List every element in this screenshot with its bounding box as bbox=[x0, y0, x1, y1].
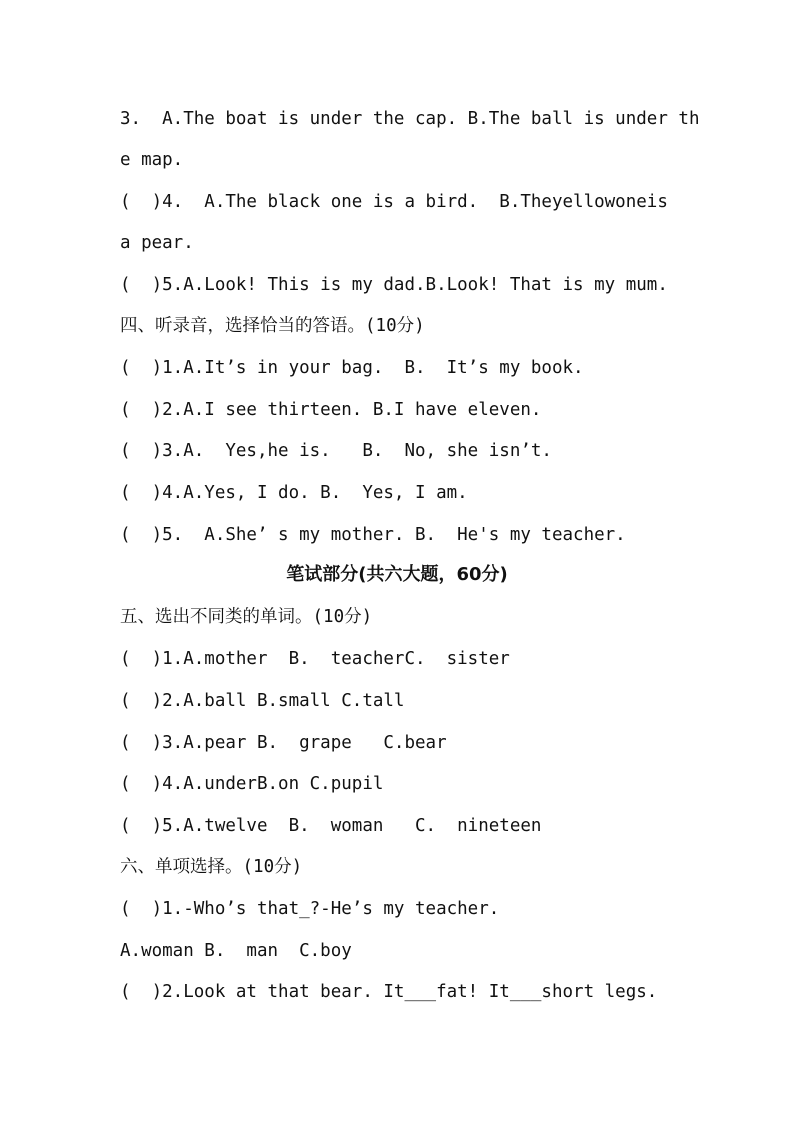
section-6-question-2: ( )2.Look at that bear. It___fat! It___short legs. bbox=[120, 982, 658, 1002]
section-5-item: ( )5.A.twelve B. woman C. nineteen bbox=[120, 816, 542, 836]
question-4-line-1: ( )4. A.The black one is a bird. B.Theyellowoneis bbox=[120, 192, 668, 212]
question-4-line-2: a pear. bbox=[120, 233, 194, 253]
section-5-heading: 五、选出不同类的单词。(10分) bbox=[120, 607, 373, 627]
section-6-heading: 六、单项选择。(10分) bbox=[120, 857, 303, 877]
section-4-item: ( )3.A. Yes,he is. B. No, she isn’t. bbox=[120, 441, 552, 461]
section-4-item: ( )5. A.She’ s my mother. B. He's my teacher. bbox=[120, 525, 626, 545]
written-part-title: 笔试部分(共六大题，60分) bbox=[286, 564, 508, 585]
section-4-item: ( )2.A.I see thirteen. B.I have eleven. bbox=[120, 400, 542, 420]
section-5-item: ( )2.A.ball B.small C.tall bbox=[120, 691, 405, 711]
section-6-question-1: ( )1.-Who’s that_?-He’s my teacher. bbox=[120, 899, 500, 919]
question-3-line-1: 3. A.The boat is under the cap. B.The ball is under th bbox=[120, 109, 700, 129]
section-4-item: ( )1.A.It’s in your bag. B. It’s my book. bbox=[120, 358, 584, 378]
section-5-item: ( )4.A.underB.on C.pupil bbox=[120, 774, 384, 794]
section-4-heading: 四、听录音，选择恰当的答语。(10分) bbox=[120, 316, 425, 336]
section-5-item: ( )3.A.pear B. grape C.bear bbox=[120, 733, 447, 753]
section-5-item: ( )1.A.mother B. teacherC. sister bbox=[120, 649, 510, 669]
question-5: ( )5.A.Look! This is my dad.B.Look! That is my mum. bbox=[120, 275, 668, 295]
section-6-question-1-options: A.woman B. man C.boy bbox=[120, 941, 352, 961]
section-4-item: ( )4.A.Yes, I do. B. Yes, I am. bbox=[120, 483, 468, 503]
question-3-line-2: e map. bbox=[120, 150, 184, 170]
